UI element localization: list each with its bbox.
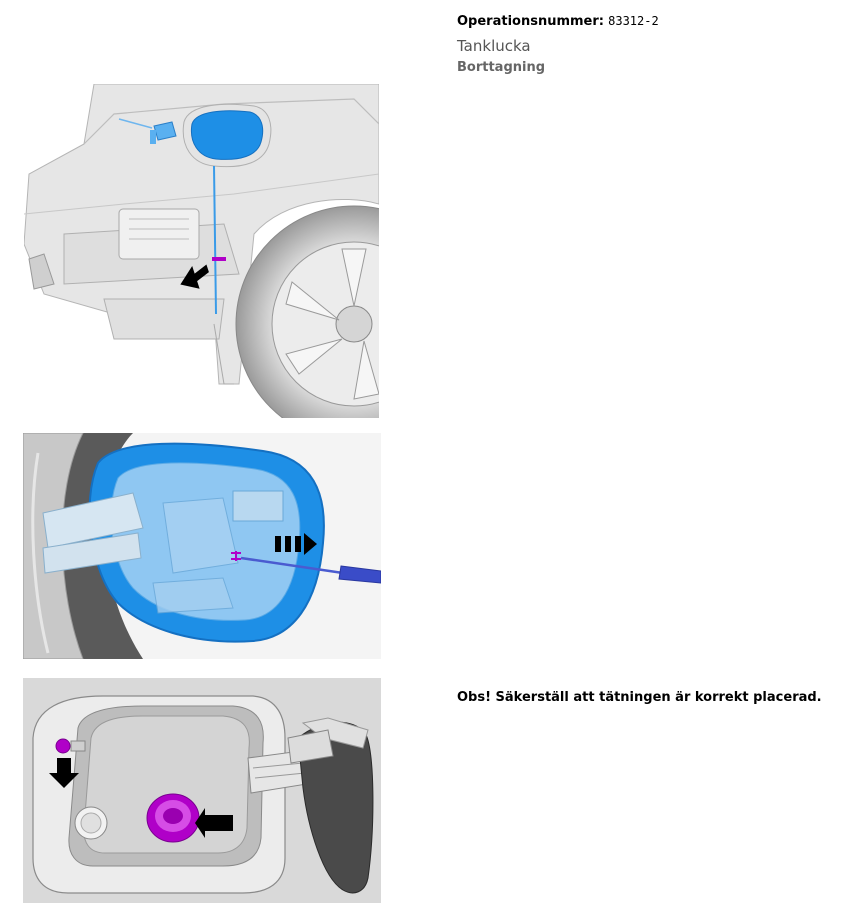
- operation-number-line: [457, 12, 659, 31]
- rear-body-illustration: [24, 84, 379, 418]
- fuel-flap-release-illustration: [23, 433, 381, 659]
- figure-fuel-flap-release: [23, 433, 381, 659]
- operation-number-value: 83312-2: [608, 14, 659, 28]
- page-title: Tanklucka: [457, 37, 531, 55]
- page-subtitle: Borttagning: [457, 60, 546, 75]
- figure-rear-body: [24, 84, 379, 418]
- operation-header: [457, 12, 659, 77]
- fuel-filler-housing-illustration: [23, 678, 381, 903]
- note-seal-placement: Obs! Säkerställ att tätningen är korrekt placerad.: [457, 690, 822, 705]
- figure-fuel-filler-housing: [23, 678, 381, 903]
- operation-number-label: Operationsnummer:: [457, 14, 604, 29]
